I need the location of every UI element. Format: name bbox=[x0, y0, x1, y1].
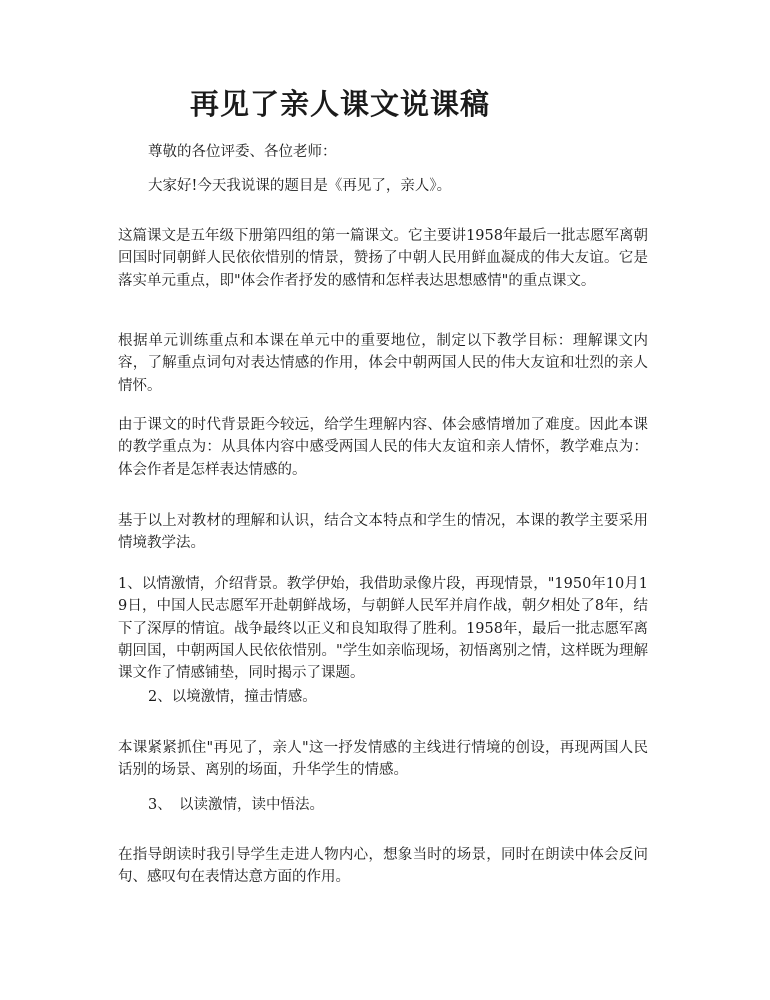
document-title: 再见了亲人课文说课稿 bbox=[190, 87, 491, 121]
paragraph-step-three-detail: 在指导朗读时我引导学生走进人物内心，想象当时的场景，同时在朗读中体会反问句、感叹句在表情达意方面的作用。 bbox=[118, 847, 648, 886]
paragraph-teaching-goals: 根据单元训练重点和本课在单元中的重要地位，制定以下教学目标：理解课文内容，了解重点词句对表达情感的作用，体会中朝两国人民的伟大友谊和壮烈的亲人情怀。 bbox=[118, 333, 648, 394]
salutation-paragraph: 尊敬的各位评委、各位老师： bbox=[148, 144, 337, 160]
paragraph-step-two-detail: 本课紧紧抓住"再见了，亲人"这一抒发情感的主线进行情境的创设，再现两国人民话别的场景、离别的场面，升华学生的情感。 bbox=[118, 740, 648, 779]
heading-step-two: 2、以境激情，撞击情感。 bbox=[148, 689, 317, 705]
paragraph-step-one: 1、以情激情，介绍背景。教学伊始，我借助录像片段，再现情景，"1950年10月19日，中国人民志愿军开赴朝鲜战场，与朝鲜人民军并肩作战，朝夕相处了8年，结下了深厚的情谊。战争最终以正义和良知取得了胜利。1958年，最后一批志愿军离朝回国，中朝两国人民依依惜别。"学生如亲临现场，初悟离别之情，这样既为理解课文作了情感铺垫，同时揭示了课题。 bbox=[118, 576, 648, 682]
paragraph-teaching-method: 基于以上对教材的理解和认识，结合文本特点和学生的情况，本课的教学主要采用情境教学法。 bbox=[118, 513, 648, 552]
paragraph-key-points: 由于课文的时代背景距今较远，给学生理解内容、体会感情增加了难度。因此本课的教学重点为：从具体内容中感受两国人民的伟大友谊和亲人情怀，教学难点为：体会作者是怎样表达情感的。 bbox=[118, 417, 648, 478]
paragraph-text-intro: 这篇课文是五年级下册第四组的第一篇课文。它主要讲1958年最后一批志愿军离朝回国时同朝鲜人民依依惜别的情景，赞扬了中朝人民用鲜血凝成的伟大友谊。它是落实单元重点，即"体会作者抒发的感情和怎样表达思想感情"的重点课文。 bbox=[118, 228, 648, 289]
heading-step-three: 3、 以读激情，读中悟法。 bbox=[148, 797, 324, 813]
greeting-paragraph: 大家好!今天我说课的题目是《再见了，亲人》。 bbox=[148, 178, 452, 194]
